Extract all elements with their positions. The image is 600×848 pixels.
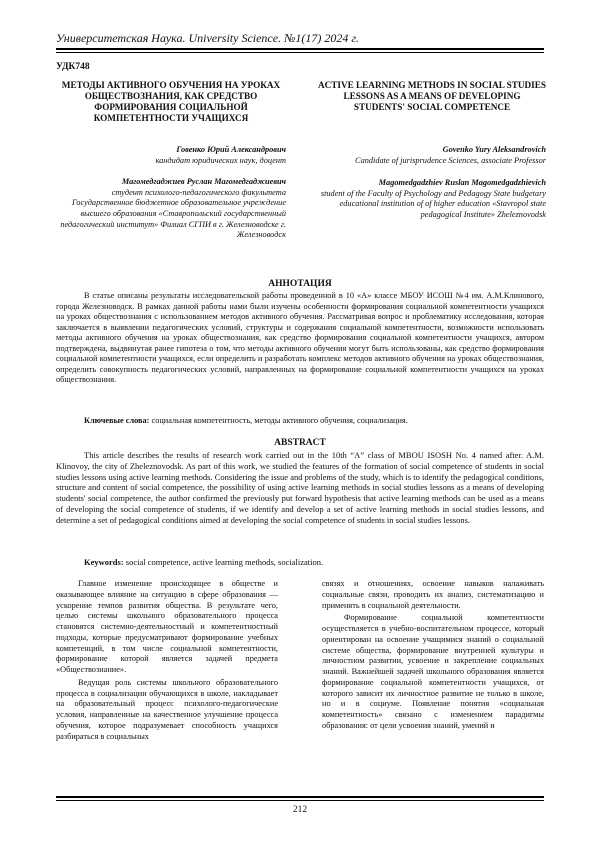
body-right-column <box>322 579 544 734</box>
body-paragraph: Формирование социальной компетентности осуществляется в учебно-воспитательном процессе, который ориентирован на освоение учащимися знаний о социальной системе общества, формирование внутренней культуры и личностном развитии, усвоение и закрепление социальных знаний. Важнейшей задачей школьного образования является формирование социальной компетентности учащихся, от которого зависит их личностное развитие не только в школе, но и в социуме. Появление понятия «социальная компетентность» связано с изменением парадигмы образования: от цели усвоения знаний, умений и <box>322 613 544 730</box>
footer-rule <box>56 796 544 801</box>
body-paragraph: Главное изменение происходящее в обществе и оказывающее влияние на ситуацию в сфере образования — ускорение темпов развития общества. В результате чего, целью системы школьного образовательного процесса становятся системно-деятельностный и компетентностный подходы, которые предусматривают формирование учебных компетенций, в том числе социальной компетентности, формирование которой является задачей предмета «Обществознание». <box>56 579 278 674</box>
body-left-column <box>56 579 278 744</box>
author2-info-ru: студент психолого-педагогического факультета Государственное бюджетное образовательное учреждение высшего образования «Ставропольский государственный педагогический институт» Филиал СГПИ в г. Железноводске г. Железноводск <box>60 187 286 240</box>
journal-header: Университетская Наука. University Science. №1(17) 2024 г. <box>56 31 359 45</box>
keywords-en: social competence, active learning methods, socialization. <box>123 557 324 567</box>
abstract-heading: ABSTRACT <box>274 438 326 448</box>
keywords-label-ru: Ключевые слова: <box>84 416 150 425</box>
header-rule <box>56 48 544 53</box>
english-title-column <box>318 80 546 221</box>
english-authors <box>318 145 546 221</box>
keywords-label-en: Keywords: <box>84 557 124 567</box>
body-paragraph: связях и отношениях, освоение навыков налаживать социальные связи, проводить их анализ, систематизацию и применять в социальной деятельности. <box>322 579 544 610</box>
russian-title: МЕТОДЫ АКТИВНОГО ОБУЧЕНИЯ НА УРОКАХ ОБЩЕСТВОЗНАНИЯ, КАК СРЕДСТВО ФОРМИРОВАНИЯ СОЦИАЛЬНОЙ КОМПЕТЕНТНОСТИ УЧАЩИХСЯ <box>61 80 281 123</box>
author1-info-ru: кандидат юридических наук, доцент <box>155 155 286 165</box>
body-paragraph: Ведущая роль системы школьного образовательного процесса в социализации обучающихся в школе, накладывает на образовательный процесс психолого-педагогические условия, направленные на качественное улучшение процесса обучения, которое подразумевает способность учащихся разбираться в социальных <box>56 677 278 741</box>
annotation-keywords <box>56 416 544 427</box>
page-number: 212 <box>292 805 308 815</box>
abstract-text: This article describes the results of research work carried out in the 10th “A” class of MBOU ISOSH No. 4 named after. A.M. Klinovoy, the city of Zheleznovodsk. As part of this work, we studied the features of the formation of social competence of students in social studies lessons using active learning methods. Considering the issue and problems of the study, which is to identify the pedagogical conditions, structure and content of social competence, the possibility of using active learning methods in social studies lessons as a means of developing students' social competence, the author confirmed the previously put forward hypothesis that active learning methods can be used as a means of developing the social competence of students, if we identify and develop a set of active learning methods in social studies lessons, and determine a set of pedagogical conditions aimed at developing the social competence of students in social studies lessons. <box>56 450 544 525</box>
author2-name-ru: Магомедгаджиев Руслан Магомедгаджиевич <box>121 177 286 187</box>
abstract-keywords <box>56 557 544 568</box>
annotation-text: В статье описаны результаты исследовательской работы проведенной в 10 «А» классе МБОУ ИСОШ №4 им. А.М.Клинового, города Железноводск. В рамках данной работы нами были изучены особенности формирования социальной компетентности учащихся на уроках обществознания с использованием методов активного обучения. Рассматривая вопрос и проблематику исследования, которая заключается в выявлении педагогических условий, структуры и содержания социальной компетентности, возможности использовать методы активного обучения на уроках обществознания, как средство формирования социальной компетентности учащихся, автором подтверждена, выдвинутая ранее гипотеза о том, что методы активного обучения могут быть использованы, как средство формирования социальной компетентности учащихся, если определить и разработать комплекс методов активного обучения на уроках обществознания, определить совокупность педагогических условий, направленных на формирование социальной компетентности учащихся на уроках обществознания. <box>56 291 544 384</box>
russian-authors <box>56 145 286 241</box>
author2-info-en: student of the Faculty of Psychology and Pedagogy State budgetary educational institution of of higher education «Stavropol state pedagogical Institute» Zheleznovodsk <box>320 188 546 219</box>
author2-name-en: Magomedgadzhiev Ruslan Magomedgadzhievich <box>378 178 546 188</box>
udk-code: УДК748 <box>56 62 90 72</box>
english-title: ACTIVE LEARNING METHODS IN SOCIAL STUDIES LESSONS AS A MEANS OF DEVELOPING STUDENTS' SOCIAL COMPETENCE <box>318 80 546 112</box>
author1-info-en: Candidate of jurisprudence Sciences, associate Professor <box>355 155 546 165</box>
russian-title-column <box>56 80 286 241</box>
author1-name-en: Govenko Yury Aleksandrovich <box>442 145 546 154</box>
author1-name-ru: Говенко Юрий Александрович <box>176 145 286 154</box>
keywords-ru: социальная компетентность, методы активного обучения, социализация. <box>149 416 408 425</box>
author2-en <box>318 178 546 220</box>
annotation-heading: АННОТАЦИЯ <box>268 279 332 289</box>
author2-ru <box>56 177 286 241</box>
